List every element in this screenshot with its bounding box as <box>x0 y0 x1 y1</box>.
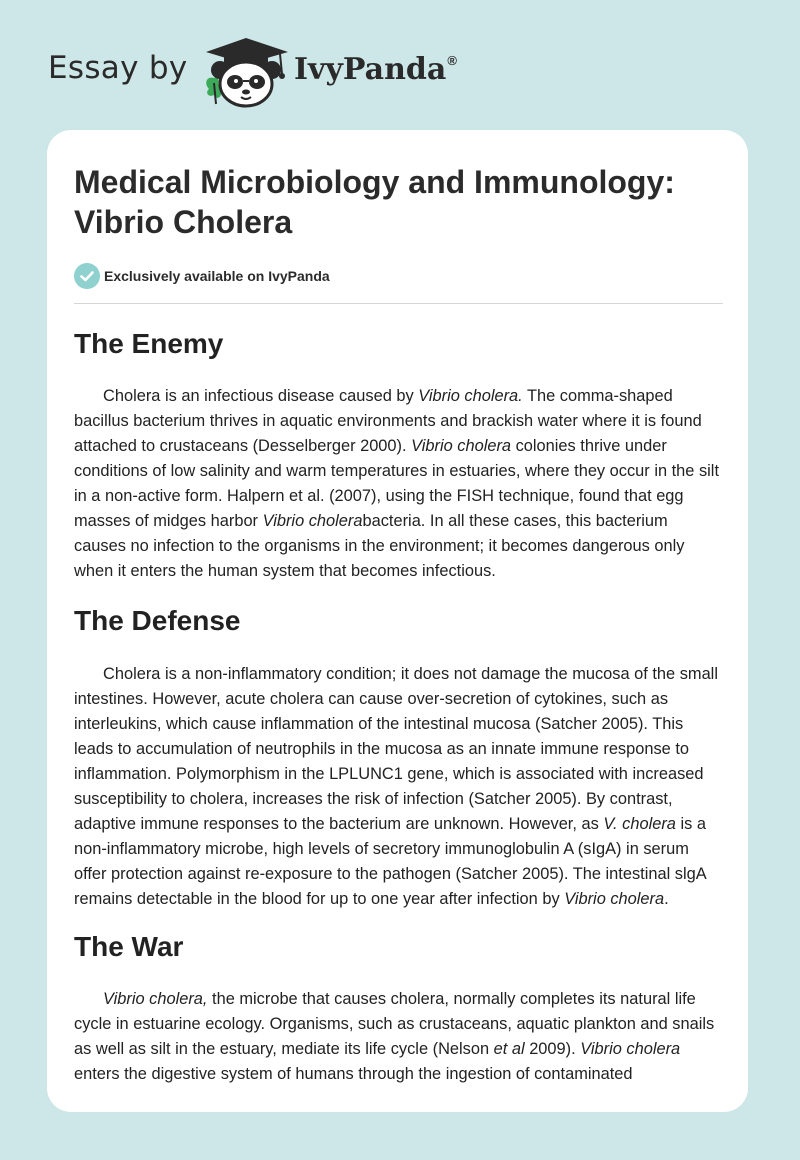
section-the-defense <box>74 604 724 912</box>
text-run: the microbe that causes cholera, normally completes its natural life cycle in estuarine ecology. Organisms, such as crustaceans, aquatic plankton and snails as well as silt in the estuary, mediate its life cycle (Nelson <box>74 990 715 1058</box>
text-run: . <box>664 890 669 908</box>
section-heading: The War <box>74 931 184 962</box>
species-name: Vibrio cholera, <box>103 990 208 1008</box>
section-the-war <box>74 930 724 1087</box>
text-run: is a non-inflammatory microbe, high levels of secretory immunoglobulin A (sIgA) in serum offer protection against re-exposure to the pathogen (Satcher 2005). The intestinal slgA remains detectable in the blood for up to one year after infection by <box>74 815 706 908</box>
essay-title: Medical Microbiology and Immunology: Vibrio Cholera <box>74 164 675 240</box>
section-paragraph <box>74 384 724 584</box>
citation-italic: et al <box>493 1040 525 1058</box>
text-run: enters the digestive system of humans through the ingestion of contaminated <box>74 1065 633 1083</box>
essay-by-label: Essay by <box>48 50 188 86</box>
panda-graduate-icon <box>200 34 292 110</box>
essay-card <box>47 130 748 1112</box>
species-name: Vibrio cholera <box>262 512 363 530</box>
text-run: Cholera is a non-inflammatory condition; it does not damage the mucosa of the small intestines. However, acute cholera can cause over-secretion of cytokines, such as interleukins, which cause inflammation of the intestinal mucosa (Satcher 2005). This leads to accumulation of neutrophils in the mucosa as an innate immune response to inflammation. Polymorphism in the LPLUNC1 gene, which is associated with increased susceptibility to cholera, increases the risk of infection (Satcher 2005). By contrast, adaptive immune responses to the bacterium are unknown. However, as <box>74 665 718 833</box>
registered-mark: ® <box>447 53 457 68</box>
text-run: colonies thrive under conditions of low salinity and warm temperatures in estuaries, where they occur in the silt in a non-active form. Halpern et al. (2007), using the FISH technique, found that egg masses of midges harbor <box>74 437 719 530</box>
brand-text: IvyPanda <box>294 52 447 87</box>
site-header <box>0 0 800 130</box>
title-divider <box>74 303 723 304</box>
text-run: 2009). <box>524 1040 581 1058</box>
species-name: Vibrio cholera <box>411 437 512 455</box>
text-run: The comma-shaped bacillus bacterium thrives in aquatic environments and brackish water where it is found attached to crustaceans (Desselberger 2000). <box>74 387 702 455</box>
brand-name <box>294 52 457 87</box>
section-heading: The Defense <box>74 605 241 636</box>
species-name: Vibrio cholera <box>564 890 665 908</box>
species-name: Vibrio cholera. <box>418 387 523 405</box>
section-the-enemy <box>74 327 724 584</box>
section-heading: The Enemy <box>74 328 224 359</box>
section-paragraph <box>74 662 724 912</box>
exclusive-label: Exclusively available on IvyPanda <box>104 268 330 284</box>
text-run: Cholera is an infectious disease caused by <box>103 387 419 405</box>
text-run: bacteria. In all these cases, this bacterium causes no infection to the organisms in the environment; it becomes dangerous only when it enters the human system that becomes infectious. <box>74 512 685 580</box>
species-name: V. cholera <box>603 815 676 833</box>
check-circle-icon <box>74 263 100 289</box>
section-paragraph <box>74 987 724 1087</box>
species-name: Vibrio cholera <box>580 1040 681 1058</box>
